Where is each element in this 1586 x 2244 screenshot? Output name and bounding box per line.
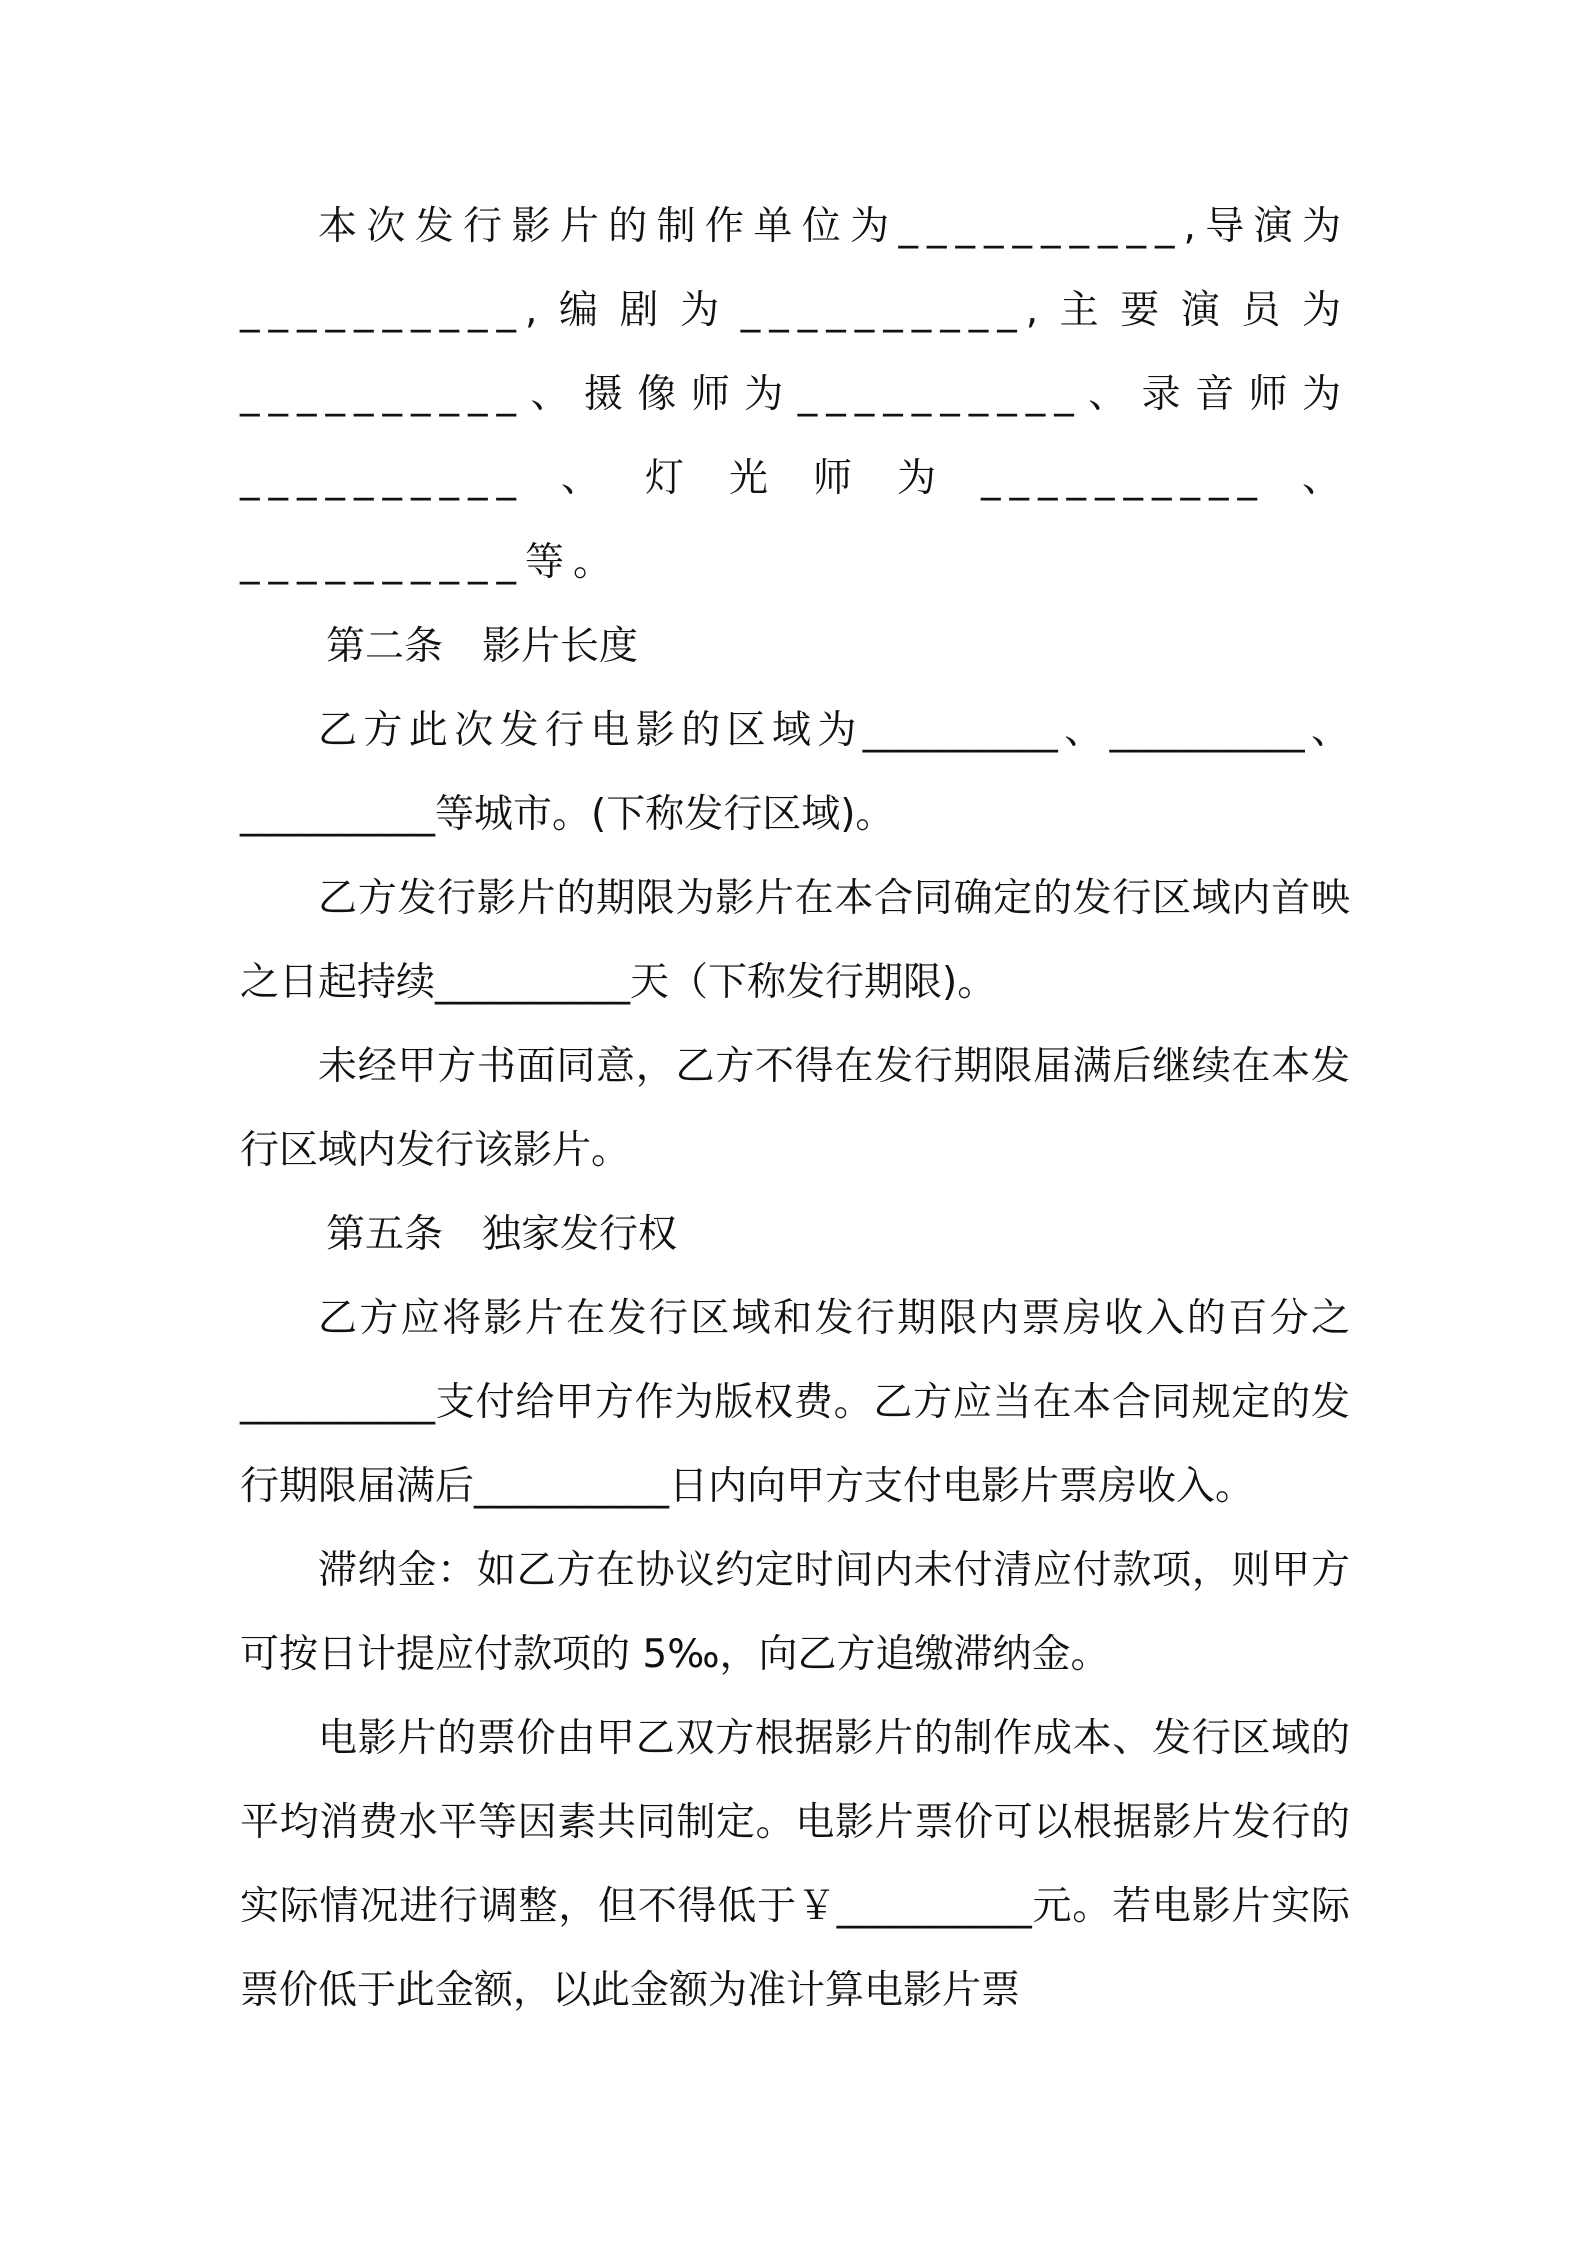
heading-article-5: 第五条 独家发行权: [326, 1212, 678, 1257]
paragraph-late-fee: 滞纳金：如乙方在协议约定时间内未付清应付款项，则甲方可按日计提应付款项的 5‰，向乙方追缴滞纳金。: [240, 1548, 1350, 1677]
heading-article-2: 第二条 影片长度: [326, 624, 639, 669]
paragraph-royalty: 乙方应将影片在发行区域和发行期限内票房收入的百分之__________支付给甲方作为版权费。乙方应当在本合同规定的发行期限届满后__________日内向甲方支付电影片票房收入。: [240, 1296, 1350, 1509]
paragraph-ticket-price: 电影片的票价由甲乙双方根据影片的制作成本、发行区域的平均消费水平等因素共同制定。电影片票价可以根据影片发行的实际情况进行调整，但不得低于￥__________元。若电影片实际票价低于此金额，以此金额为准计算电影片票: [240, 1716, 1350, 2013]
paragraph-distribution-region: 乙方此次发行电影的区域为__________、__________、__________等城市。(下称发行区域)。: [240, 708, 1350, 837]
contract-body: [240, 185, 1350, 2033]
paragraph-distribution-period: 乙方发行影片的期限为影片在本合同确定的发行区域内首映之日起持续__________天（下称发行期限)。: [240, 876, 1350, 1005]
paragraph-production-credits: 本次发行影片的制作单位为__________,导演为__________,编剧为__________,主要演员为__________、摄像师为__________、录音师为__________、灯光师为__________、__________等。: [240, 204, 1350, 585]
paragraph-restriction: 未经甲方书面同意，乙方不得在发行期限届满后继续在本发行区域内发行该影片。: [240, 1044, 1350, 1173]
